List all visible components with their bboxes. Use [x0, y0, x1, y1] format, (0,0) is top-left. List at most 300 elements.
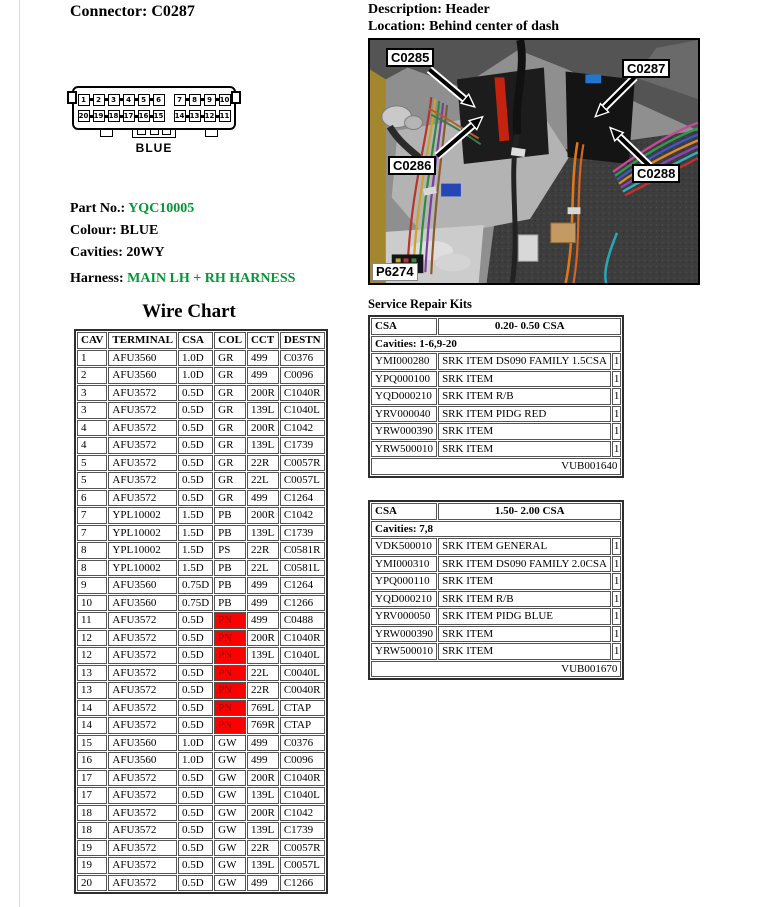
wire-table-row [77, 612, 325, 629]
srk-cell: 1 [612, 626, 622, 643]
location-label: Location: [368, 19, 426, 34]
cavities-line [70, 245, 165, 261]
pin-row-top [76, 94, 232, 106]
srk-cell: SRK ITEM R/B [438, 591, 611, 608]
wire-cell: 1.5D [178, 560, 213, 577]
wire-cell: 0.75D [178, 577, 213, 594]
col-header-terminal: TERMINAL [108, 332, 177, 349]
srk2-footer-code: VUB001670 [371, 661, 621, 678]
wire-cell: AFU3572 [108, 472, 177, 489]
srk-cell: YPQ000110 [371, 573, 437, 590]
wire-table-row [77, 805, 325, 822]
srk1-cavities: Cavities: 1-6,9-20 [371, 336, 621, 353]
wire-cell: 17 [77, 787, 107, 804]
wire-cell: PN [214, 665, 246, 682]
wire-cell: 0.5D [178, 770, 213, 787]
wire-cell: C0581R [280, 542, 325, 559]
wire-cell: AFU3572 [108, 455, 177, 472]
wire-table-row [77, 385, 325, 402]
srk-table-row [371, 556, 621, 573]
wire-cell: AFU3560 [108, 595, 177, 612]
wire-cell: 5 [77, 472, 107, 489]
wire-table-row [77, 665, 325, 682]
wire-cell: PB [214, 507, 246, 524]
wire-cell: 9 [77, 577, 107, 594]
wire-cell: 200R [247, 630, 279, 647]
location-value: Behind center of dash [429, 19, 560, 34]
wire-cell: 1.5D [178, 525, 213, 542]
wire-cell: GW [214, 840, 246, 857]
pin-4: 4 [123, 94, 135, 106]
srk-cell: VDK500010 [371, 538, 437, 555]
srk-table-row [371, 608, 621, 625]
wire-cell: AFU3572 [108, 770, 177, 787]
wire-table-row [77, 577, 325, 594]
page-left-border [19, 0, 20, 907]
wire-cell: CTAP [280, 700, 325, 717]
wire-table-row [77, 857, 325, 874]
wire-cell: AFU3572 [108, 805, 177, 822]
wire-cell: GR [214, 455, 246, 472]
srk-table-1 [368, 315, 624, 478]
wire-cell: 12 [77, 630, 107, 647]
pin-group-gap [165, 115, 174, 118]
srk-cell: 1 [612, 441, 622, 458]
srk-table-row [371, 643, 621, 660]
harness-line [70, 271, 295, 287]
pin-8: 8 [189, 94, 201, 106]
wire-cell: 5 [77, 455, 107, 472]
wire-cell: 0.5D [178, 420, 213, 437]
srk-table-row [371, 423, 621, 440]
srk-cell: SRK ITEM [438, 371, 611, 388]
wire-cell: 0.75D [178, 595, 213, 612]
wire-cell: 18 [77, 805, 107, 822]
srk-cell: SRK ITEM [438, 643, 611, 660]
wire-cell: 15 [77, 735, 107, 752]
wire-chart-title: Wire Chart [142, 301, 236, 322]
srk-table-row [371, 406, 621, 423]
wire-cell: 11 [77, 612, 107, 629]
wire-cell: AFU3560 [108, 752, 177, 769]
colour-label: Colour: [70, 223, 117, 238]
wire-cell: C1739 [280, 822, 325, 839]
connector-tab-left [100, 129, 113, 137]
wire-cell: PB [214, 577, 246, 594]
wire-cell: 1.0D [178, 350, 213, 367]
srk-cell: YMI000280 [371, 353, 437, 370]
wire-cell: 200R [247, 770, 279, 787]
pin-17: 17 [123, 112, 134, 121]
srk-cell: YRW000390 [371, 626, 437, 643]
wire-cell: AFU3560 [108, 577, 177, 594]
srk-cell: YRW000390 [371, 423, 437, 440]
wire-cell: 0.5D [178, 647, 213, 664]
part-no-label: Part No.: [70, 201, 126, 216]
wire-table-row [77, 420, 325, 437]
wire-cell: 139L [247, 787, 279, 804]
srk-cell: YRV000050 [371, 608, 437, 625]
wire-cell: 0.5D [178, 437, 213, 454]
pin-14: 14 [174, 112, 185, 121]
srk1-footer-code: VUB001640 [371, 458, 621, 475]
wire-cell: 17 [77, 770, 107, 787]
srk-table-row [371, 371, 621, 388]
wire-cell: 499 [247, 735, 279, 752]
srk-cell: 1 [612, 406, 622, 423]
wire-cell: C1040L [280, 787, 325, 804]
wire-cell: 0.5D [178, 822, 213, 839]
wire-cell: AFU3572 [108, 787, 177, 804]
wire-cell: PN [214, 700, 246, 717]
connector-heading [70, 3, 195, 21]
wire-table-row [77, 840, 325, 857]
wire-cell: AFU3572 [108, 665, 177, 682]
wire-table-row [77, 822, 325, 839]
srk-cell: SRK ITEM GENERAL [438, 538, 611, 555]
cavities-label: Cavities: [70, 245, 123, 260]
srk2-header-row [371, 503, 621, 520]
srk-cell: SRK ITEM [438, 573, 611, 590]
srk1-csa-range: 0.20- 0.50 CSA [438, 318, 621, 335]
wire-cell: 499 [247, 367, 279, 384]
wire-cell: CTAP [280, 717, 325, 734]
wire-table-row [77, 682, 325, 699]
wire-cell: AFU3572 [108, 437, 177, 454]
photo-reference-number: P6274 [372, 263, 418, 281]
wire-cell: 139L [247, 525, 279, 542]
wire-cell: AFU3572 [108, 700, 177, 717]
description-line [368, 2, 490, 18]
srk-table-row [371, 388, 621, 405]
wire-table-row [77, 455, 325, 472]
wire-cell: C1040R [280, 630, 325, 647]
srk1-header-row [371, 318, 621, 335]
srk-cell: 1 [612, 643, 622, 660]
pin-11: 11 [219, 112, 230, 121]
wire-cell: GW [214, 875, 246, 892]
wire-cell: 0.5D [178, 787, 213, 804]
wire-cell: 0.5D [178, 717, 213, 734]
srk-cell: SRK ITEM [438, 626, 611, 643]
wire-table-row [77, 700, 325, 717]
srk2-cavities: Cavities: 7,8 [371, 521, 621, 538]
wire-cell: 0.5D [178, 700, 213, 717]
wire-cell: PB [214, 525, 246, 542]
wire-cell: AFU3572 [108, 840, 177, 857]
wire-cell: 499 [247, 612, 279, 629]
wire-cell: GW [214, 805, 246, 822]
wire-cell: 0.5D [178, 875, 213, 892]
wire-cell: 200R [247, 420, 279, 437]
pin-12: 12 [204, 112, 215, 121]
wire-cell: 18 [77, 822, 107, 839]
wire-cell: AFU3572 [108, 630, 177, 647]
wire-cell: 6 [77, 490, 107, 507]
pin-group-gap [165, 98, 174, 101]
wire-cell: 13 [77, 682, 107, 699]
wire-cell: C0057L [280, 857, 325, 874]
wire-cell: C0040L [280, 665, 325, 682]
wire-cell: GR [214, 490, 246, 507]
wire-cell: C1739 [280, 525, 325, 542]
connector-label: Connector: [70, 3, 148, 20]
pin-15: 15 [153, 112, 164, 121]
wire-cell: GR [214, 385, 246, 402]
wire-cell: GR [214, 350, 246, 367]
wire-cell: GW [214, 857, 246, 874]
wire-cell: C1266 [280, 875, 325, 892]
srk-cell: 1 [612, 371, 622, 388]
wire-cell: 20 [77, 875, 107, 892]
photo-label-c0286: C0286 [388, 156, 436, 175]
wire-cell: C0057L [280, 472, 325, 489]
srk-table-row [371, 626, 621, 643]
srk1-footer-row [371, 458, 621, 475]
wire-cell: AFU3572 [108, 490, 177, 507]
wire-cell: 1 [77, 350, 107, 367]
srk-cell: SRK ITEM DS090 FAMILY 2.0CSA [438, 556, 611, 573]
wire-cell: C0376 [280, 735, 325, 752]
wire-cell: 19 [77, 857, 107, 874]
wire-cell: 22L [247, 560, 279, 577]
srk-cell: 1 [612, 423, 622, 440]
wire-cell: 0.5D [178, 472, 213, 489]
pin-20: 20 [78, 112, 89, 121]
colour-line [70, 223, 158, 239]
wire-cell: PN [214, 682, 246, 699]
wire-cell: 14 [77, 700, 107, 717]
harness-value: MAIN LH + RH HARNESS [127, 271, 296, 286]
wire-cell: 499 [247, 752, 279, 769]
pin-row-bottom [76, 110, 232, 122]
wire-cell: GR [214, 402, 246, 419]
wire-cell: AFU3560 [108, 350, 177, 367]
wire-cell: PN [214, 612, 246, 629]
wire-cell: AFU3572 [108, 682, 177, 699]
wire-cell: 0.5D [178, 612, 213, 629]
col-header-cct: CCT [247, 332, 279, 349]
wire-chart-table [74, 329, 328, 894]
wire-cell: 200R [247, 507, 279, 524]
pin-10: 10 [219, 95, 230, 104]
wire-cell: C1040L [280, 402, 325, 419]
wire-cell: 200R [247, 805, 279, 822]
wire-cell: GR [214, 472, 246, 489]
wire-table-row [77, 350, 325, 367]
wire-table-row [77, 402, 325, 419]
connector-body [72, 86, 236, 130]
cavities-value: 20WY [126, 245, 165, 260]
wire-cell: 22R [247, 682, 279, 699]
connector-value: C0287 [151, 3, 195, 20]
pin-6: 6 [153, 94, 165, 106]
wire-cell: GW [214, 735, 246, 752]
wire-cell: 139L [247, 822, 279, 839]
wire-cell: GR [214, 420, 246, 437]
wire-cell: 22L [247, 472, 279, 489]
wire-cell: 4 [77, 420, 107, 437]
wire-cell: C1264 [280, 490, 325, 507]
wire-cell: 200R [247, 385, 279, 402]
srk-table-2 [368, 500, 624, 680]
wire-table-row [77, 507, 325, 524]
connector-location-photo [368, 38, 700, 285]
wire-table-row [77, 630, 325, 647]
wire-table-row [77, 525, 325, 542]
wire-cell: PN [214, 630, 246, 647]
srk-cell: 1 [612, 538, 622, 555]
wire-cell: 499 [247, 577, 279, 594]
pin-16: 16 [138, 112, 149, 121]
wire-cell: AFU3560 [108, 735, 177, 752]
wire-cell: AFU3572 [108, 717, 177, 734]
wire-cell: 3 [77, 385, 107, 402]
wire-cell: C1739 [280, 437, 325, 454]
wire-cell: 12 [77, 647, 107, 664]
wire-cell: 22R [247, 455, 279, 472]
wire-cell: 499 [247, 875, 279, 892]
wire-cell: AFU3572 [108, 857, 177, 874]
connector-colour-caption: BLUE [135, 141, 173, 155]
wire-cell: GW [214, 787, 246, 804]
wire-cell: C0057R [280, 455, 325, 472]
wire-table-row [77, 472, 325, 489]
wire-cell: C0376 [280, 350, 325, 367]
wire-table-row [77, 560, 325, 577]
wire-cell: 2 [77, 367, 107, 384]
wire-cell: 16 [77, 752, 107, 769]
srk-cell: 1 [612, 556, 622, 573]
wire-cell: 1.0D [178, 752, 213, 769]
description-label: Description: [368, 2, 442, 17]
pin-1: 1 [78, 94, 90, 106]
part-no-line [70, 201, 194, 217]
wire-cell: YPL10002 [108, 542, 177, 559]
srk-cell: SRK ITEM PIDG BLUE [438, 608, 611, 625]
wire-cell: 10 [77, 595, 107, 612]
wire-cell: PB [214, 595, 246, 612]
wire-cell: 8 [77, 542, 107, 559]
wire-table-row [77, 787, 325, 804]
srk-cell: YQD000210 [371, 591, 437, 608]
srk-cell: 1 [612, 591, 622, 608]
location-line [368, 19, 559, 35]
col-header-csa: CSA [178, 332, 213, 349]
wire-cell: 0.5D [178, 402, 213, 419]
wire-cell: C0057R [280, 840, 325, 857]
wire-cell: 139L [247, 857, 279, 874]
wire-cell: C0096 [280, 752, 325, 769]
srk-cell: SRK ITEM [438, 441, 611, 458]
srk-table-row [371, 353, 621, 370]
wire-cell: AFU3560 [108, 367, 177, 384]
wire-cell: 499 [247, 595, 279, 612]
wire-cell: YPL10002 [108, 560, 177, 577]
wire-cell: AFU3572 [108, 402, 177, 419]
srk-cell: YRV000040 [371, 406, 437, 423]
wire-table-row [77, 490, 325, 507]
wire-cell: 0.5D [178, 682, 213, 699]
wire-cell: 19 [77, 840, 107, 857]
wire-cell: 22R [247, 542, 279, 559]
wire-cell: C0040R [280, 682, 325, 699]
wire-cell: 1.5D [178, 542, 213, 559]
wire-cell: 0.5D [178, 455, 213, 472]
wire-table-row [77, 437, 325, 454]
wire-cell: 139L [247, 437, 279, 454]
wire-cell: 139L [247, 647, 279, 664]
wire-cell: 0.5D [178, 840, 213, 857]
harness-label: Harness: [70, 271, 124, 286]
wire-cell: C0488 [280, 612, 325, 629]
wire-table-row [77, 367, 325, 384]
pin-5: 5 [138, 94, 150, 106]
srk-table-row [371, 538, 621, 555]
wire-cell: 0.5D [178, 630, 213, 647]
wire-cell: GW [214, 752, 246, 769]
wire-cell: PB [214, 560, 246, 577]
wire-cell: C0096 [280, 367, 325, 384]
srk1-csa-label: CSA [371, 318, 437, 335]
srk-cell: SRK ITEM [438, 423, 611, 440]
srk-table-row [371, 573, 621, 590]
wire-cell: YPL10002 [108, 507, 177, 524]
wire-chart-header-row [77, 332, 325, 349]
pin-18: 18 [108, 112, 119, 121]
pin-13: 13 [189, 112, 200, 121]
srk-cell: SRK ITEM DS090 FAMILY 1.5CSA [438, 353, 611, 370]
srk-cell: YRW500010 [371, 441, 437, 458]
connector-bottom-tabs [72, 130, 236, 139]
wire-cell: 3 [77, 402, 107, 419]
wire-cell: 499 [247, 490, 279, 507]
wire-cell: 22L [247, 665, 279, 682]
srk2-cavities-row [371, 521, 621, 538]
wire-table-row [77, 875, 325, 892]
wire-cell: C1042 [280, 507, 325, 524]
part-no-value: YQC10005 [128, 201, 195, 216]
srk1-cavities-row [371, 336, 621, 353]
wire-cell: C1042 [280, 420, 325, 437]
wire-table-row [77, 717, 325, 734]
srk-cell: YRW500010 [371, 643, 437, 660]
wire-cell: C1264 [280, 577, 325, 594]
wire-cell: 0.5D [178, 385, 213, 402]
wire-table-row [77, 542, 325, 559]
wire-cell: 4 [77, 437, 107, 454]
srk-cell: YPQ000100 [371, 371, 437, 388]
wire-cell: 7 [77, 507, 107, 524]
srk2-footer-row [371, 661, 621, 678]
connector-tab-right [205, 129, 218, 137]
wire-cell: 0.5D [178, 805, 213, 822]
wire-cell: 8 [77, 560, 107, 577]
wire-cell: YPL10002 [108, 525, 177, 542]
photo-label-c0287: C0287 [622, 59, 670, 78]
colour-value: BLUE [120, 223, 159, 238]
srk-table-row [371, 441, 621, 458]
wire-table-row [77, 752, 325, 769]
pin-7: 7 [174, 94, 186, 106]
col-header-destn: DESTN [280, 332, 325, 349]
srk-table-row [371, 591, 621, 608]
srk-cell: 1 [612, 353, 622, 370]
connector-tab-center [132, 129, 176, 138]
wire-cell: 1.5D [178, 507, 213, 524]
wire-cell: AFU3572 [108, 875, 177, 892]
srk-cell: SRK ITEM PIDG RED [438, 406, 611, 423]
